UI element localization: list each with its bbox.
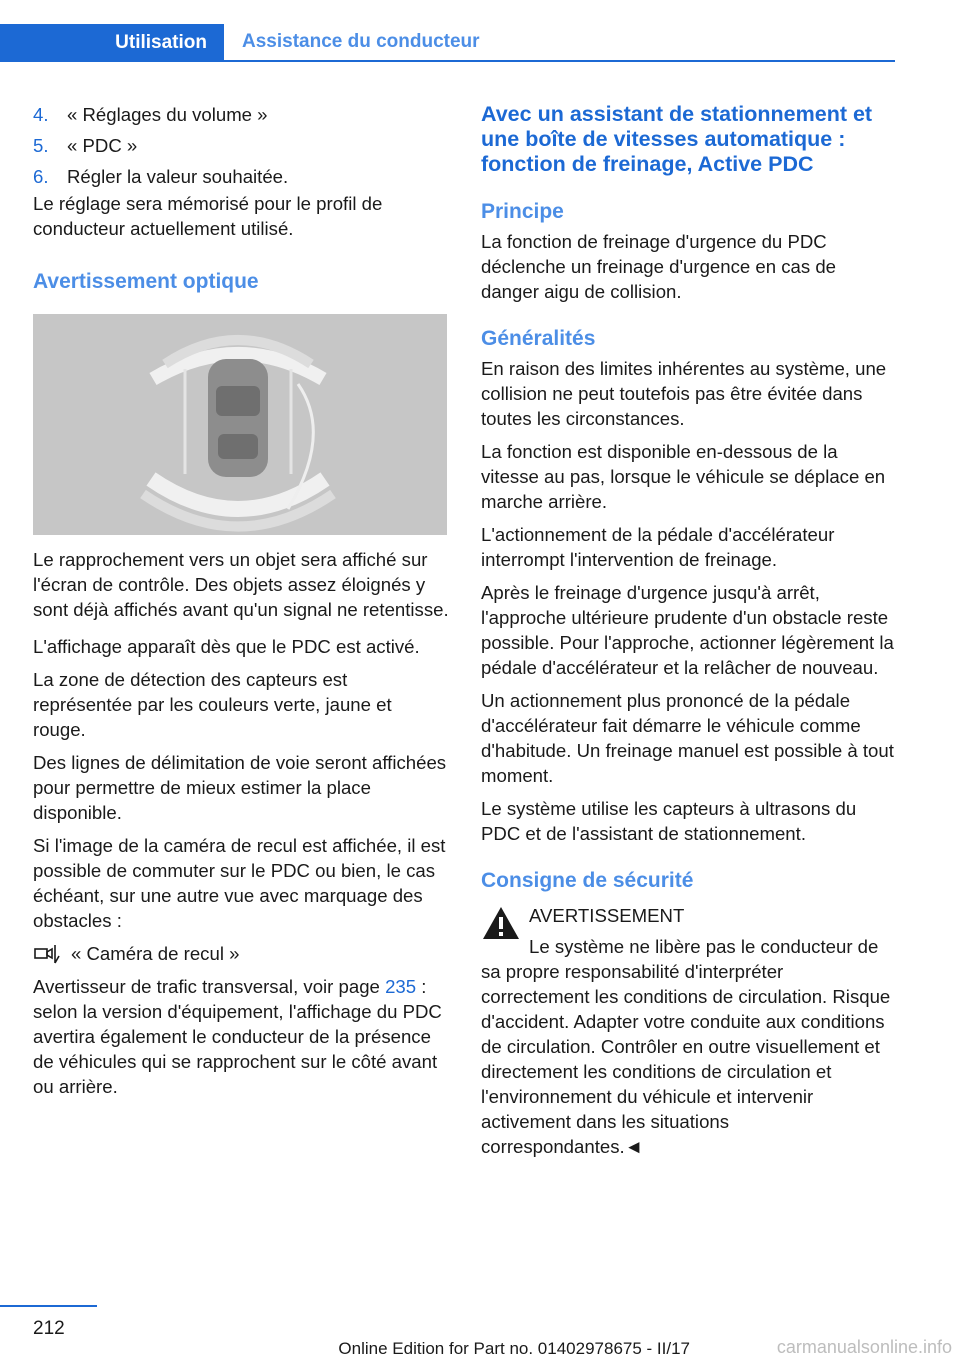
step-item [33,164,449,189]
header-chapter-tab [224,24,895,62]
warning-text: Le système ne libère pas le conducteur de sa propre responsabilité d'interpréter correctement les conditions de circulation. Risque d'accident. Adapter votre conduite aux conditions de circulation. Contrôler en outre visuellement et directement les conditions de circulation et l'environnement du véhicule et intervenir activement dans les situations correspondantes.◄ [481,936,891,1157]
footer-edition: Online Edition for Part no. 01402978675 - II/17 [338,1339,690,1358]
header-section-label: Utilisation [115,32,207,53]
step-number: 5. [33,135,49,156]
step-text: « Réglages du volume » [67,104,268,125]
step-item [33,133,449,164]
paragraph-cross-traffic [33,974,449,1099]
cross-traffic-text: Avertisseur de trafic transversal, voir page [33,976,386,997]
paragraph-camera: Si l'image de la caméra de recul est affichée, il est possible de commuter sur le PDC ou bien, le cas échéant, sur une autre vue avec marquage des obstacles : [33,835,446,931]
paragraph-lines: Des lignes de délimitation de voie seront affichées pour permettre de mieux estimer la place disponible. [33,752,447,823]
warning-block [481,903,895,1159]
header-section-tab [0,24,224,62]
saved-note: Le réglage sera mémorisé pour le profil de conducteur actuellement utilisé. [33,193,383,239]
general-paragraph: Le système utilise les capteurs à ultrasons du PDC et de l'assistant de stationnement. [481,798,857,844]
step-text: « PDC » [67,135,138,156]
camera-option-label: « Caméra de recul » [71,943,240,964]
principle-text: La fonction de freinage d'urgence du PDC déclenche un freinage d'urgence en cas de danger aigu de collision. [481,231,837,302]
general-paragraph: L'actionnement de la pédale d'accélérateur interrompt l'intervention de freinage. [481,524,835,570]
page-link[interactable]: 235 [385,976,417,997]
left-column [33,102,449,1107]
watermark: carmanualsonline.info [776,1337,952,1357]
step-text: Régler la valeur souhaitée. [67,166,289,187]
right-column [481,102,895,1167]
step-number: 6. [33,166,49,187]
cross-traffic-text-end: : selon la version d'équipement, l'affichage du PDC avertira également le conducteur de la présence de véhicules qui se rapprochent sur le côté avant ou arrière. [33,976,442,1097]
page-number: 212 [33,1318,65,1339]
heading-optical-warning: Avertissement optique [33,270,259,293]
heading-safety: Consigne de sécurité [481,869,694,892]
pdc-illustration [33,314,447,535]
warning-title: AVERTISSEMENT [529,905,685,926]
general-paragraph: En raison des limites inhérentes au système, une collision ne peut toutefois pas être évitée dans toutes les circonstances. [481,358,887,429]
car-body [208,359,268,477]
step-item [33,102,449,133]
paragraph-zones: La zone de détection des capteurs est représentée par les couleurs verte, jaune et rouge. [33,669,392,740]
general-paragraph: La fonction est disponible en-dessous de la vitesse au pas, lorsque le véhicule se déplace en marche arrière. [481,441,886,512]
rear-camera-icon [33,943,65,965]
step-number: 4. [33,104,49,125]
general-paragraph: Après le freinage d'urgence jusqu'à arrêt, l'approche ultérieure prudente d'un obstacle reste possible. Pour l'approche, actionner légèrement la pédale d'accélérateur et la relâcher de nouveau. [481,582,894,678]
heading-principle: Principe [481,200,564,223]
heading-general: Généralités [481,327,596,350]
camera-option [33,941,449,966]
page-number-rule [0,1305,97,1307]
header-chapter-label: Assistance du conducteur [242,31,480,52]
paragraph-display: L'affichage apparaît dès que le PDC est activé. [33,636,420,657]
paragraph-approach: Le rapprochement vers un objet sera affiché sur l'écran de contrôle. Des objets assez éloignés y sont déjà affichés avant qu'un signal ne retentisse. [33,549,449,620]
warning-triangle-icon [481,905,521,941]
heading-active-pdc: Avec un assistant de stationnement et une boîte de vitesses automatique : fonction de freinage, Active PDC [481,102,873,176]
general-paragraph: Un actionnement plus prononcé de la pédale d'accélérateur fait démarre le véhicule comme d'habitude. Un freinage manuel est possible à tout moment. [481,690,894,786]
